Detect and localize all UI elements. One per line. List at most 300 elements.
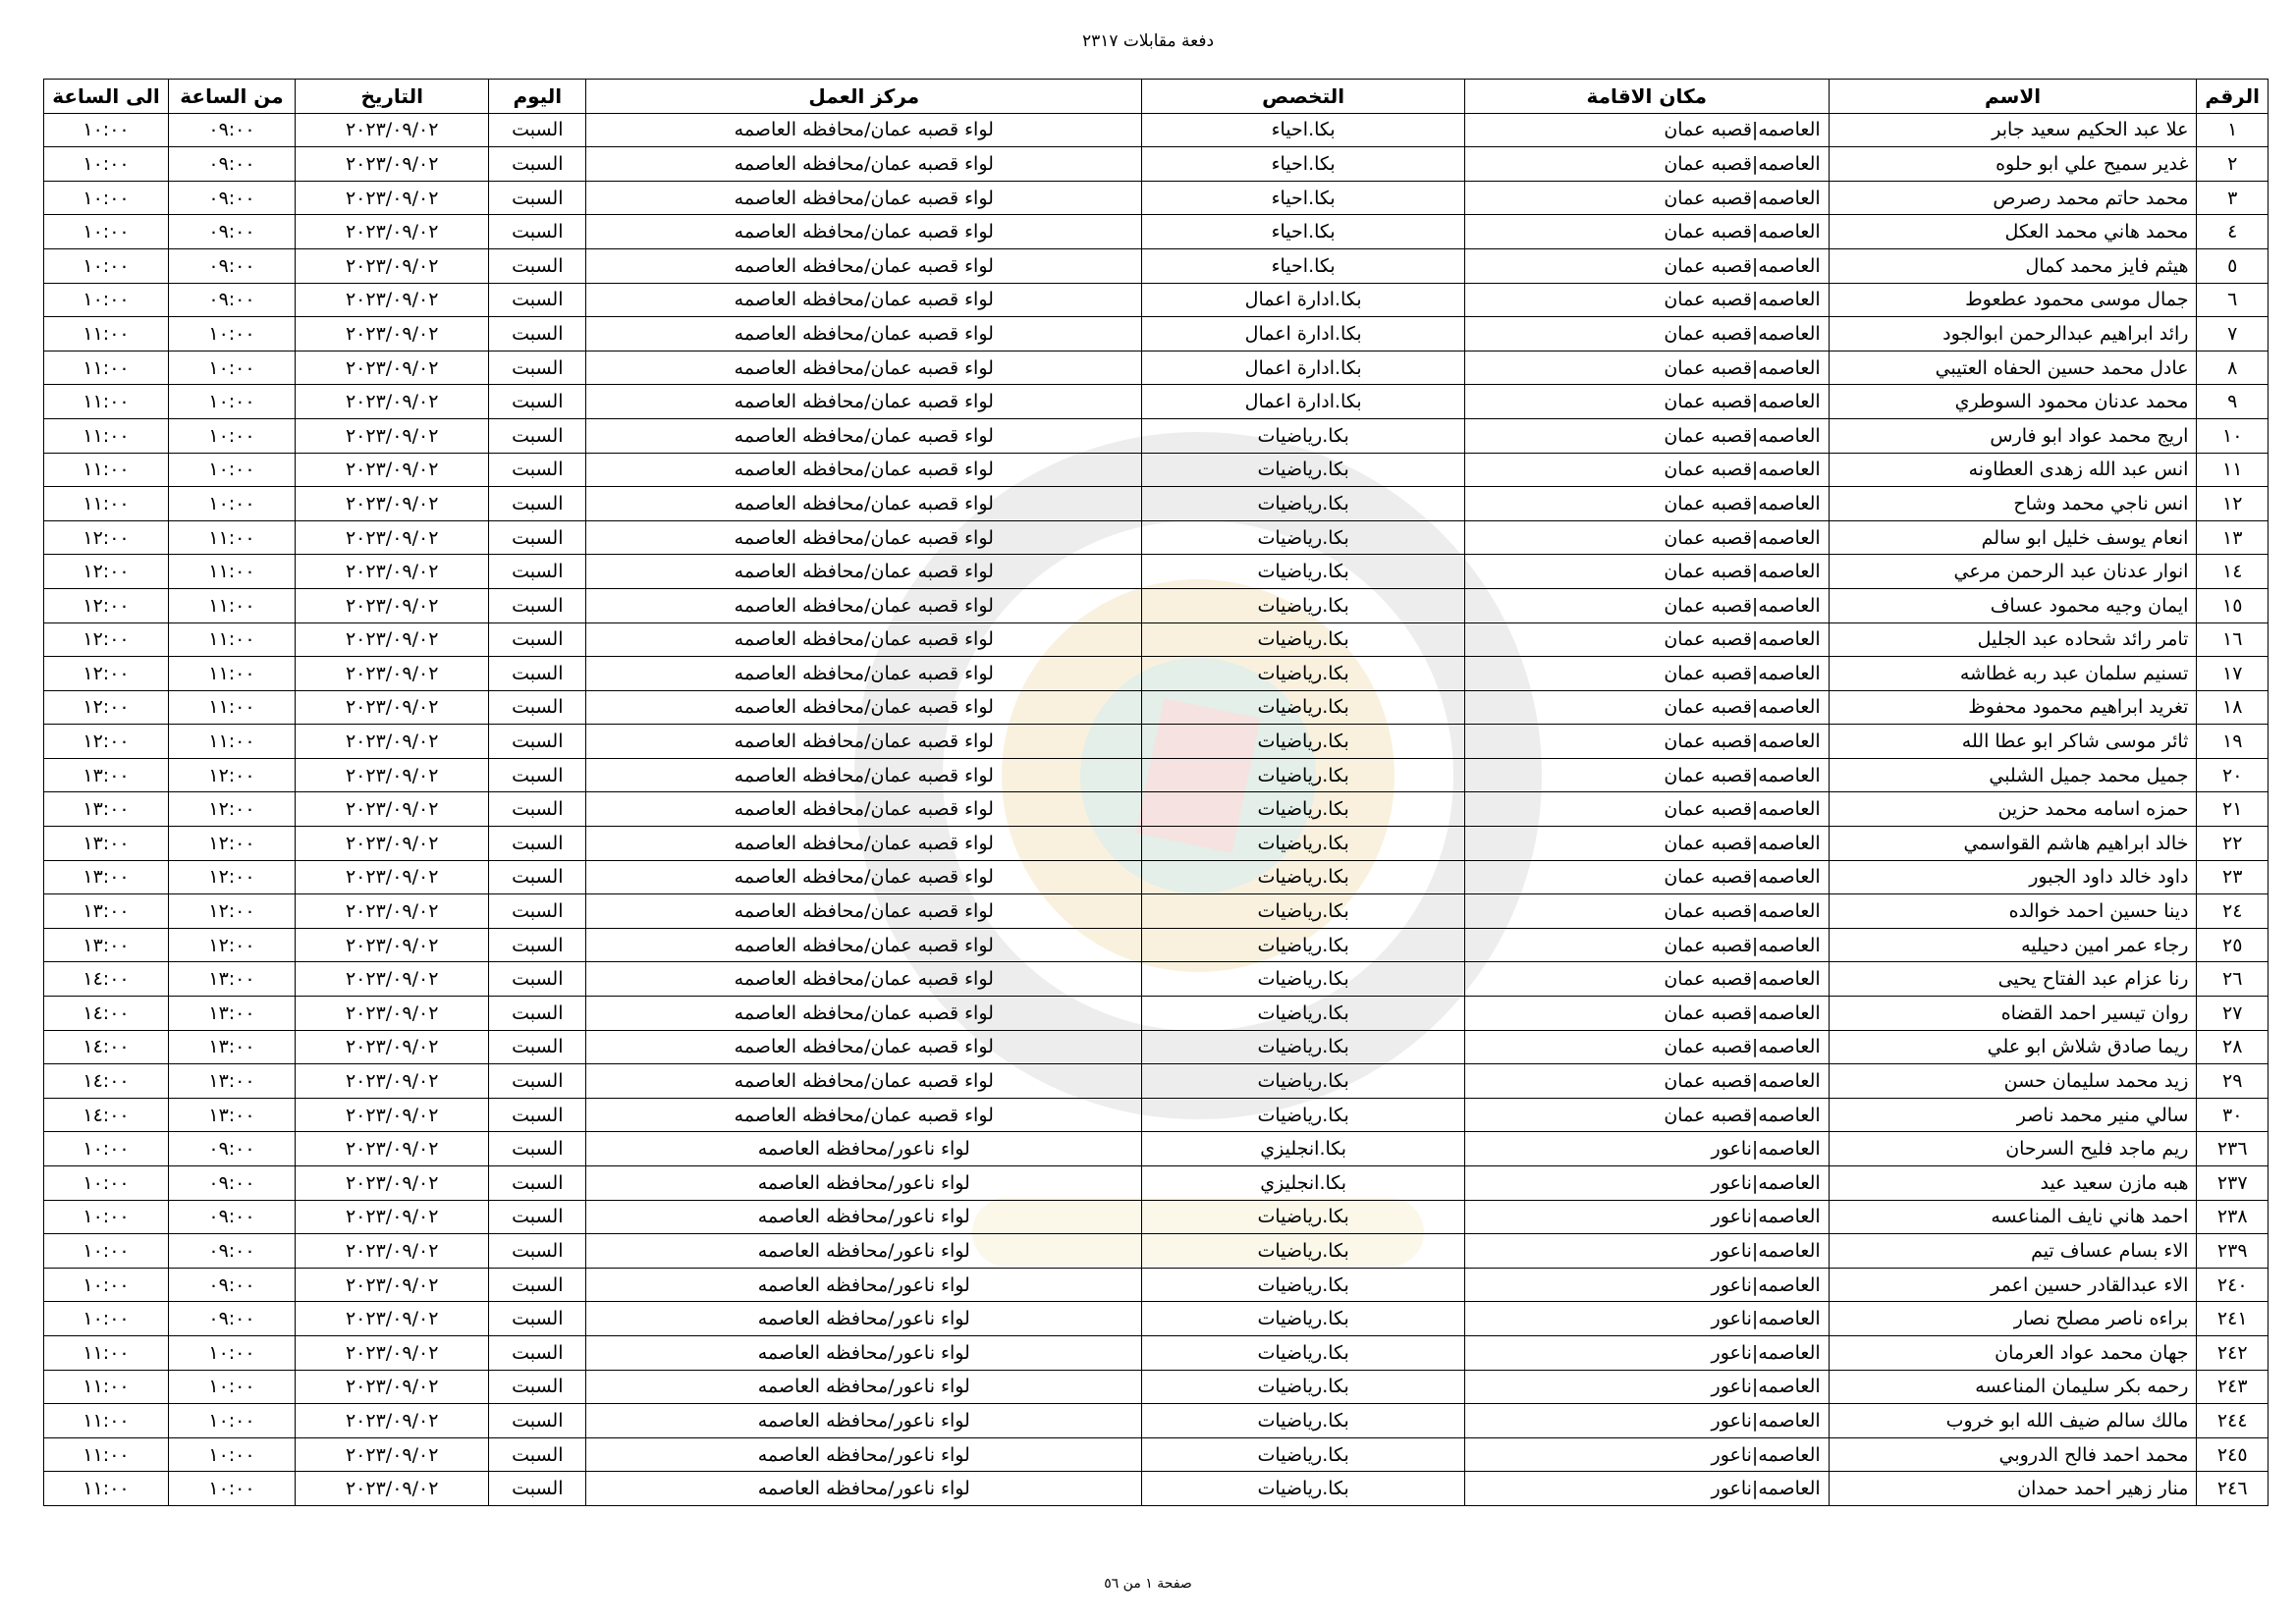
applicant-name-cell: تسنيم سلمان عبد ربه غطاشه [1829, 657, 2197, 691]
from-time-cell: ١٢:٠٠ [169, 758, 296, 792]
date-cell: ٢٠٢٣/٠٩/٠٢ [295, 725, 488, 759]
applicant-name-cell: غدير سميح علي ابو حلوه [1829, 147, 2197, 182]
date-cell: ٢٠٢٣/٠٩/٠٢ [295, 792, 488, 827]
residence-cell: العاصمه|ناعور [1464, 1132, 1829, 1166]
applicant-name-cell: هبه مازن سعيد عيد [1829, 1166, 2197, 1201]
date-cell: ٢٠٢٣/٠٩/٠٢ [295, 827, 488, 861]
work-center-cell: لواء ناعور/محافظه العاصمه [586, 1404, 1142, 1438]
specialty-cell: بكا.رياضيات [1142, 453, 1464, 487]
table-row [44, 418, 2269, 453]
specialty-cell: بكا.احياء [1142, 147, 1464, 182]
date-cell: ٢٠٢٣/٠٩/٠٢ [295, 894, 488, 929]
work-center-cell: لواء قصبه عمان/محافظه العاصمه [586, 690, 1142, 725]
table-row [44, 860, 2269, 894]
specialty-cell: بكا.رياضيات [1142, 1234, 1464, 1269]
from-time-cell: ٠٩:٠٠ [169, 1166, 296, 1201]
work-center-cell: لواء ناعور/محافظه العاصمه [586, 1302, 1142, 1336]
specialty-cell: بكا.رياضيات [1142, 928, 1464, 962]
specialty-cell: بكا.رياضيات [1142, 1335, 1464, 1370]
from-time-cell: ١٢:٠٠ [169, 894, 296, 929]
work-center-cell: لواء قصبه عمان/محافظه العاصمه [586, 487, 1142, 521]
to-time-cell: ١١:٠٠ [44, 317, 169, 352]
table-row [44, 1335, 2269, 1370]
to-time-cell: ١١:٠٠ [44, 1472, 169, 1506]
work-center-cell: لواء قصبه عمان/محافظه العاصمه [586, 181, 1142, 215]
applicant-name-cell: جميل محمد جميل الشلبي [1829, 758, 2197, 792]
table-row [44, 758, 2269, 792]
residence-cell: العاصمه|قصبه عمان [1464, 792, 1829, 827]
specialty-cell: بكا.رياضيات [1142, 997, 1464, 1031]
specialty-cell: بكا.رياضيات [1142, 588, 1464, 622]
specialty-cell: بكا.رياضيات [1142, 622, 1464, 657]
date-cell: ٢٠٢٣/٠٩/٠٢ [295, 860, 488, 894]
work-center-cell: لواء قصبه عمان/محافظه العاصمه [586, 725, 1142, 759]
row-number-cell: ٢٤٢ [2197, 1335, 2269, 1370]
day-cell: السبت [489, 928, 586, 962]
date-cell: ٢٠٢٣/٠٩/٠٢ [295, 962, 488, 997]
from-time-cell: ١٠:٠٠ [169, 385, 296, 419]
specialty-cell: بكا.رياضيات [1142, 1472, 1464, 1506]
specialty-cell: بكا.رياضيات [1142, 1064, 1464, 1099]
table-row [44, 181, 2269, 215]
work-center-cell: لواء قصبه عمان/محافظه العاصمه [586, 113, 1142, 147]
from-time-cell: ١٠:٠٠ [169, 1437, 296, 1472]
row-number-cell: ٢٩ [2197, 1064, 2269, 1099]
specialty-cell: بكا.رياضيات [1142, 1370, 1464, 1404]
date-cell: ٢٠٢٣/٠٩/٠٢ [295, 588, 488, 622]
column-header-day: اليوم [489, 80, 586, 114]
residence-cell: العاصمه|قصبه عمان [1464, 418, 1829, 453]
applicant-name-cell: جهان محمد عواد العرمان [1829, 1335, 2197, 1370]
day-cell: السبت [489, 1370, 586, 1404]
page-title: دفعة مقابلات ٢٣١٧ [1081, 31, 1215, 51]
from-time-cell: ٠٩:٠٠ [169, 147, 296, 182]
date-cell: ٢٠٢٣/٠٩/٠٢ [295, 1234, 488, 1269]
row-number-cell: ٦ [2197, 283, 2269, 317]
residence-cell: العاصمه|قصبه عمان [1464, 351, 1829, 385]
row-number-cell: ١٢ [2197, 487, 2269, 521]
table-row [44, 690, 2269, 725]
specialty-cell: بكا.ادارة اعمال [1142, 385, 1464, 419]
to-time-cell: ١١:٠٠ [44, 1335, 169, 1370]
table-row [44, 248, 2269, 283]
day-cell: السبت [489, 894, 586, 929]
residence-cell: العاصمه|قصبه عمان [1464, 1098, 1829, 1132]
to-time-cell: ١٣:٠٠ [44, 860, 169, 894]
column-header-specialty: التخصص [1142, 80, 1464, 114]
row-number-cell: ١ [2197, 113, 2269, 147]
applicant-name-cell: ثائر موسى شاكر ابو عطا الله [1829, 725, 2197, 759]
interview-schedule-table [43, 79, 2269, 1506]
from-time-cell: ٠٩:٠٠ [169, 1200, 296, 1234]
residence-cell: العاصمه|قصبه عمان [1464, 690, 1829, 725]
residence-cell: العاصمه|قصبه عمان [1464, 622, 1829, 657]
table-row [44, 962, 2269, 997]
to-time-cell: ١٤:٠٠ [44, 1030, 169, 1064]
to-time-cell: ١٠:٠٠ [44, 113, 169, 147]
from-time-cell: ١٠:٠٠ [169, 317, 296, 352]
table-header-row [44, 80, 2269, 114]
row-number-cell: ٢٣٩ [2197, 1234, 2269, 1269]
to-time-cell: ١١:٠٠ [44, 487, 169, 521]
residence-cell: العاصمه|قصبه عمان [1464, 283, 1829, 317]
row-number-cell: ١٩ [2197, 725, 2269, 759]
from-time-cell: ١٢:٠٠ [169, 792, 296, 827]
date-cell: ٢٠٢٣/٠٩/٠٢ [295, 215, 488, 249]
work-center-cell: لواء قصبه عمان/محافظه العاصمه [586, 792, 1142, 827]
work-center-cell: لواء قصبه عمان/محافظه العاصمه [586, 622, 1142, 657]
to-time-cell: ١٠:٠٠ [44, 147, 169, 182]
day-cell: السبت [489, 147, 586, 182]
applicant-name-cell: عادل محمد حسين الحفاه العتيبي [1829, 351, 2197, 385]
day-cell: السبت [489, 418, 586, 453]
row-number-cell: ٩ [2197, 385, 2269, 419]
residence-cell: العاصمه|قصبه عمان [1464, 113, 1829, 147]
date-cell: ٢٠٢٣/٠٩/٠٢ [295, 1200, 488, 1234]
date-cell: ٢٠٢٣/٠٩/٠٢ [295, 1132, 488, 1166]
applicant-name-cell: رنا عزام عبد الفتاح يحيى [1829, 962, 2197, 997]
applicant-name-cell: اريج محمد عواد ابو فارس [1829, 418, 2197, 453]
table-row [44, 657, 2269, 691]
work-center-cell: لواء قصبه عمان/محافظه العاصمه [586, 758, 1142, 792]
row-number-cell: ٢٨ [2197, 1030, 2269, 1064]
applicant-name-cell: مالك سالم ضيف الله ابو خروب [1829, 1404, 2197, 1438]
table-row [44, 1370, 2269, 1404]
day-cell: السبت [489, 1064, 586, 1099]
from-time-cell: ٠٩:٠٠ [169, 248, 296, 283]
row-number-cell: ٣ [2197, 181, 2269, 215]
date-cell: ٢٠٢٣/٠٩/٠٢ [295, 997, 488, 1031]
from-time-cell: ١٢:٠٠ [169, 827, 296, 861]
specialty-cell: بكا.رياضيات [1142, 1404, 1464, 1438]
date-cell: ٢٠٢٣/٠٩/٠٢ [295, 1404, 488, 1438]
residence-cell: العاصمه|قصبه عمان [1464, 317, 1829, 352]
applicant-name-cell: ريم ماجد فليح السرحان [1829, 1132, 2197, 1166]
to-time-cell: ١١:٠٠ [44, 1370, 169, 1404]
row-number-cell: ١٣ [2197, 520, 2269, 555]
residence-cell: العاصمه|ناعور [1464, 1404, 1829, 1438]
work-center-cell: لواء ناعور/محافظه العاصمه [586, 1132, 1142, 1166]
work-center-cell: لواء قصبه عمان/محافظه العاصمه [586, 928, 1142, 962]
date-cell: ٢٠٢٣/٠٩/٠٢ [295, 181, 488, 215]
table-row [44, 1234, 2269, 1269]
residence-cell: العاصمه|ناعور [1464, 1370, 1829, 1404]
date-cell: ٢٠٢٣/٠٩/٠٢ [295, 283, 488, 317]
day-cell: السبت [489, 1098, 586, 1132]
from-time-cell: ١٠:٠٠ [169, 1370, 296, 1404]
specialty-cell: بكا.رياضيات [1142, 657, 1464, 691]
day-cell: السبت [489, 555, 586, 589]
to-time-cell: ١٢:٠٠ [44, 520, 169, 555]
residence-cell: العاصمه|قصبه عمان [1464, 1030, 1829, 1064]
day-cell: السبت [489, 453, 586, 487]
from-time-cell: ١١:٠٠ [169, 690, 296, 725]
to-time-cell: ١٣:٠٠ [44, 758, 169, 792]
to-time-cell: ١٣:٠٠ [44, 928, 169, 962]
table-row [44, 1064, 2269, 1099]
work-center-cell: لواء قصبه عمان/محافظه العاصمه [586, 215, 1142, 249]
date-cell: ٢٠٢٣/٠٩/٠٢ [295, 1472, 488, 1506]
day-cell: السبت [489, 181, 586, 215]
date-cell: ٢٠٢٣/٠٩/٠٢ [295, 1064, 488, 1099]
row-number-cell: ١٦ [2197, 622, 2269, 657]
column-header-date: التاريخ [295, 80, 488, 114]
day-cell: السبت [489, 690, 586, 725]
to-time-cell: ١٠:٠٠ [44, 1302, 169, 1336]
day-cell: السبت [489, 283, 586, 317]
from-time-cell: ١٣:٠٠ [169, 1030, 296, 1064]
table-row [44, 385, 2269, 419]
date-cell: ٢٠٢٣/٠٩/٠٢ [295, 690, 488, 725]
table-row [44, 215, 2269, 249]
from-time-cell: ١٠:٠٠ [169, 351, 296, 385]
applicant-name-cell: محمد عدنان محمود السوطري [1829, 385, 2197, 419]
row-number-cell: ١٠ [2197, 418, 2269, 453]
row-number-cell: ٥ [2197, 248, 2269, 283]
to-time-cell: ١٠:٠٠ [44, 181, 169, 215]
applicant-name-cell: تامر رائد شحاده عبد الجليل [1829, 622, 2197, 657]
table-row [44, 997, 2269, 1031]
residence-cell: العاصمه|قصبه عمان [1464, 758, 1829, 792]
from-time-cell: ٠٩:٠٠ [169, 215, 296, 249]
day-cell: السبت [489, 657, 586, 691]
table-row [44, 283, 2269, 317]
row-number-cell: ٢٤٤ [2197, 1404, 2269, 1438]
column-header-to-time: الى الساعة [44, 80, 169, 114]
table-row [44, 1098, 2269, 1132]
from-time-cell: ٠٩:٠٠ [169, 113, 296, 147]
day-cell: السبت [489, 385, 586, 419]
date-cell: ٢٠٢٣/٠٩/٠٢ [295, 1166, 488, 1201]
date-cell: ٢٠٢٣/٠٩/٠٢ [295, 622, 488, 657]
row-number-cell: ٢٢ [2197, 827, 2269, 861]
row-number-cell: ٢٤١ [2197, 1302, 2269, 1336]
day-cell: السبت [489, 248, 586, 283]
specialty-cell: بكا.رياضيات [1142, 1268, 1464, 1302]
date-cell: ٢٠٢٣/٠٩/٠٢ [295, 758, 488, 792]
row-number-cell: ١١ [2197, 453, 2269, 487]
work-center-cell: لواء قصبه عمان/محافظه العاصمه [586, 248, 1142, 283]
date-cell: ٢٠٢٣/٠٩/٠٢ [295, 385, 488, 419]
residence-cell: العاصمه|قصبه عمان [1464, 555, 1829, 589]
to-time-cell: ١٠:٠٠ [44, 283, 169, 317]
date-cell: ٢٠٢٣/٠٩/٠٢ [295, 147, 488, 182]
work-center-cell: لواء ناعور/محافظه العاصمه [586, 1437, 1142, 1472]
column-header-name: الاسم [1829, 80, 2197, 114]
row-number-cell: ٧ [2197, 317, 2269, 352]
row-number-cell: ٨ [2197, 351, 2269, 385]
row-number-cell: ٢٧ [2197, 997, 2269, 1031]
applicant-name-cell: براءه ناصر مصلح نصار [1829, 1302, 2197, 1336]
day-cell: السبت [489, 792, 586, 827]
applicant-name-cell: الاء بسام عساف تيم [1829, 1234, 2197, 1269]
row-number-cell: ٢٣ [2197, 860, 2269, 894]
work-center-cell: لواء قصبه عمان/محافظه العاصمه [586, 283, 1142, 317]
to-time-cell: ١٠:٠٠ [44, 248, 169, 283]
row-number-cell: ٢٦ [2197, 962, 2269, 997]
specialty-cell: بكا.رياضيات [1142, 1302, 1464, 1336]
table-row [44, 1437, 2269, 1472]
to-time-cell: ١٣:٠٠ [44, 894, 169, 929]
work-center-cell: لواء قصبه عمان/محافظه العاصمه [586, 827, 1142, 861]
to-time-cell: ١٢:٠٠ [44, 555, 169, 589]
day-cell: السبت [489, 1302, 586, 1336]
specialty-cell: بكا.ادارة اعمال [1142, 283, 1464, 317]
table-row [44, 1302, 2269, 1336]
table-row [44, 113, 2269, 147]
work-center-cell: لواء ناعور/محافظه العاصمه [586, 1234, 1142, 1269]
day-cell: السبت [489, 1472, 586, 1506]
column-header-number: الرقم [2197, 80, 2269, 114]
from-time-cell: ١١:٠٠ [169, 555, 296, 589]
date-cell: ٢٠٢٣/٠٩/٠٢ [295, 1335, 488, 1370]
specialty-cell: بكا.رياضيات [1142, 792, 1464, 827]
work-center-cell: لواء ناعور/محافظه العاصمه [586, 1370, 1142, 1404]
from-time-cell: ٠٩:٠٠ [169, 1234, 296, 1269]
to-time-cell: ١١:٠٠ [44, 1404, 169, 1438]
work-center-cell: لواء قصبه عمان/محافظه العاصمه [586, 588, 1142, 622]
date-cell: ٢٠٢٣/٠٩/٠٢ [295, 928, 488, 962]
applicant-name-cell: تغريد ابراهيم محمود محفوظ [1829, 690, 2197, 725]
applicant-name-cell: سالي منير محمد ناصر [1829, 1098, 2197, 1132]
specialty-cell: بكا.رياضيات [1142, 860, 1464, 894]
residence-cell: العاصمه|قصبه عمان [1464, 725, 1829, 759]
residence-cell: العاصمه|قصبه عمان [1464, 962, 1829, 997]
specialty-cell: بكا.رياضيات [1142, 418, 1464, 453]
to-time-cell: ١٢:٠٠ [44, 588, 169, 622]
row-number-cell: ٢ [2197, 147, 2269, 182]
applicant-name-cell: روان تيسير احمد القضاه [1829, 997, 2197, 1031]
residence-cell: العاصمه|ناعور [1464, 1437, 1829, 1472]
applicant-name-cell: حمزه اسامه محمد حزين [1829, 792, 2197, 827]
residence-cell: العاصمه|قصبه عمان [1464, 487, 1829, 521]
from-time-cell: ١٢:٠٠ [169, 860, 296, 894]
column-header-work-center: مركز العمل [586, 80, 1142, 114]
work-center-cell: لواء قصبه عمان/محافظه العاصمه [586, 1064, 1142, 1099]
specialty-cell: بكا.انجليزي [1142, 1132, 1464, 1166]
from-time-cell: ٠٩:٠٠ [169, 1132, 296, 1166]
specialty-cell: بكا.احياء [1142, 215, 1464, 249]
applicant-name-cell: منار زهير احمد حمدان [1829, 1472, 2197, 1506]
row-number-cell: ٤ [2197, 215, 2269, 249]
residence-cell: العاصمه|ناعور [1464, 1472, 1829, 1506]
row-number-cell: ١٥ [2197, 588, 2269, 622]
day-cell: السبت [489, 1166, 586, 1201]
day-cell: السبت [489, 113, 586, 147]
day-cell: السبت [489, 758, 586, 792]
specialty-cell: بكا.رياضيات [1142, 758, 1464, 792]
to-time-cell: ١٠:٠٠ [44, 1268, 169, 1302]
residence-cell: العاصمه|قصبه عمان [1464, 997, 1829, 1031]
date-cell: ٢٠٢٣/٠٩/٠٢ [295, 418, 488, 453]
to-time-cell: ١٤:٠٠ [44, 997, 169, 1031]
row-number-cell: ٢٠ [2197, 758, 2269, 792]
day-cell: السبت [489, 1030, 586, 1064]
applicant-name-cell: ريما صادق شلاش ابو علي [1829, 1030, 2197, 1064]
applicant-name-cell: دينا حسين احمد خوالده [1829, 894, 2197, 929]
residence-cell: العاصمه|قصبه عمان [1464, 248, 1829, 283]
day-cell: السبت [489, 588, 586, 622]
day-cell: السبت [489, 1437, 586, 1472]
residence-cell: العاصمه|ناعور [1464, 1166, 1829, 1201]
row-number-cell: ٢٤٣ [2197, 1370, 2269, 1404]
applicant-name-cell: زيد محمد سليمان حسن [1829, 1064, 2197, 1099]
date-cell: ٢٠٢٣/٠٩/٠٢ [295, 1370, 488, 1404]
row-number-cell: ٢٤٥ [2197, 1437, 2269, 1472]
applicant-name-cell: انعام يوسف خليل ابو سالم [1829, 520, 2197, 555]
table-row [44, 1166, 2269, 1201]
table-row [44, 894, 2269, 929]
from-time-cell: ١١:٠٠ [169, 657, 296, 691]
specialty-cell: بكا.رياضيات [1142, 962, 1464, 997]
specialty-cell: بكا.انجليزي [1142, 1166, 1464, 1201]
day-cell: السبت [489, 725, 586, 759]
to-time-cell: ١١:٠٠ [44, 351, 169, 385]
table-row [44, 1200, 2269, 1234]
work-center-cell: لواء ناعور/محافظه العاصمه [586, 1472, 1142, 1506]
specialty-cell: بكا.رياضيات [1142, 555, 1464, 589]
table-row [44, 1030, 2269, 1064]
work-center-cell: لواء قصبه عمان/محافظه العاصمه [586, 657, 1142, 691]
applicant-name-cell: محمد هاني محمد العكل [1829, 215, 2197, 249]
to-time-cell: ١٠:٠٠ [44, 1200, 169, 1234]
specialty-cell: بكا.ادارة اعمال [1142, 351, 1464, 385]
to-time-cell: ١٢:٠٠ [44, 690, 169, 725]
residence-cell: العاصمه|قصبه عمان [1464, 385, 1829, 419]
date-cell: ٢٠٢٣/٠٩/٠٢ [295, 520, 488, 555]
residence-cell: العاصمه|ناعور [1464, 1268, 1829, 1302]
table-row [44, 520, 2269, 555]
work-center-cell: لواء قصبه عمان/محافظه العاصمه [586, 147, 1142, 182]
from-time-cell: ١٣:٠٠ [169, 962, 296, 997]
row-number-cell: ١٨ [2197, 690, 2269, 725]
specialty-cell: بكا.ادارة اعمال [1142, 317, 1464, 352]
applicant-name-cell: احمد هاني نايف المناعسه [1829, 1200, 2197, 1234]
work-center-cell: لواء قصبه عمان/محافظه العاصمه [586, 1098, 1142, 1132]
to-time-cell: ١٣:٠٠ [44, 827, 169, 861]
day-cell: السبت [489, 827, 586, 861]
work-center-cell: لواء قصبه عمان/محافظه العاصمه [586, 520, 1142, 555]
row-number-cell: ٢٥ [2197, 928, 2269, 962]
work-center-cell: لواء قصبه عمان/محافظه العاصمه [586, 1030, 1142, 1064]
specialty-cell: بكا.رياضيات [1142, 1030, 1464, 1064]
residence-cell: العاصمه|قصبه عمان [1464, 894, 1829, 929]
specialty-cell: بكا.رياضيات [1142, 487, 1464, 521]
to-time-cell: ١١:٠٠ [44, 385, 169, 419]
to-time-cell: ١٢:٠٠ [44, 657, 169, 691]
from-time-cell: ١٣:٠٠ [169, 997, 296, 1031]
row-number-cell: ٢٤٠ [2197, 1268, 2269, 1302]
date-cell: ٢٠٢٣/٠٩/٠٢ [295, 1302, 488, 1336]
from-time-cell: ١٠:٠٠ [169, 1335, 296, 1370]
work-center-cell: لواء قصبه عمان/محافظه العاصمه [586, 317, 1142, 352]
row-number-cell: ٢٤٦ [2197, 1472, 2269, 1506]
work-center-cell: لواء قصبه عمان/محافظه العاصمه [586, 385, 1142, 419]
specialty-cell: بكا.احياء [1142, 113, 1464, 147]
day-cell: السبت [489, 351, 586, 385]
specialty-cell: بكا.احياء [1142, 181, 1464, 215]
date-cell: ٢٠٢٣/٠٩/٠٢ [295, 351, 488, 385]
table-row [44, 588, 2269, 622]
day-cell: السبت [489, 215, 586, 249]
applicant-name-cell: انوار عدنان عبد الرحمن مرعي [1829, 555, 2197, 589]
table-row [44, 1268, 2269, 1302]
table-row [44, 928, 2269, 962]
applicant-name-cell: انس ناجي محمد وشاح [1829, 487, 2197, 521]
date-cell: ٢٠٢٣/٠٩/٠٢ [295, 1098, 488, 1132]
residence-cell: العاصمه|قصبه عمان [1464, 1064, 1829, 1099]
row-number-cell: ١٧ [2197, 657, 2269, 691]
